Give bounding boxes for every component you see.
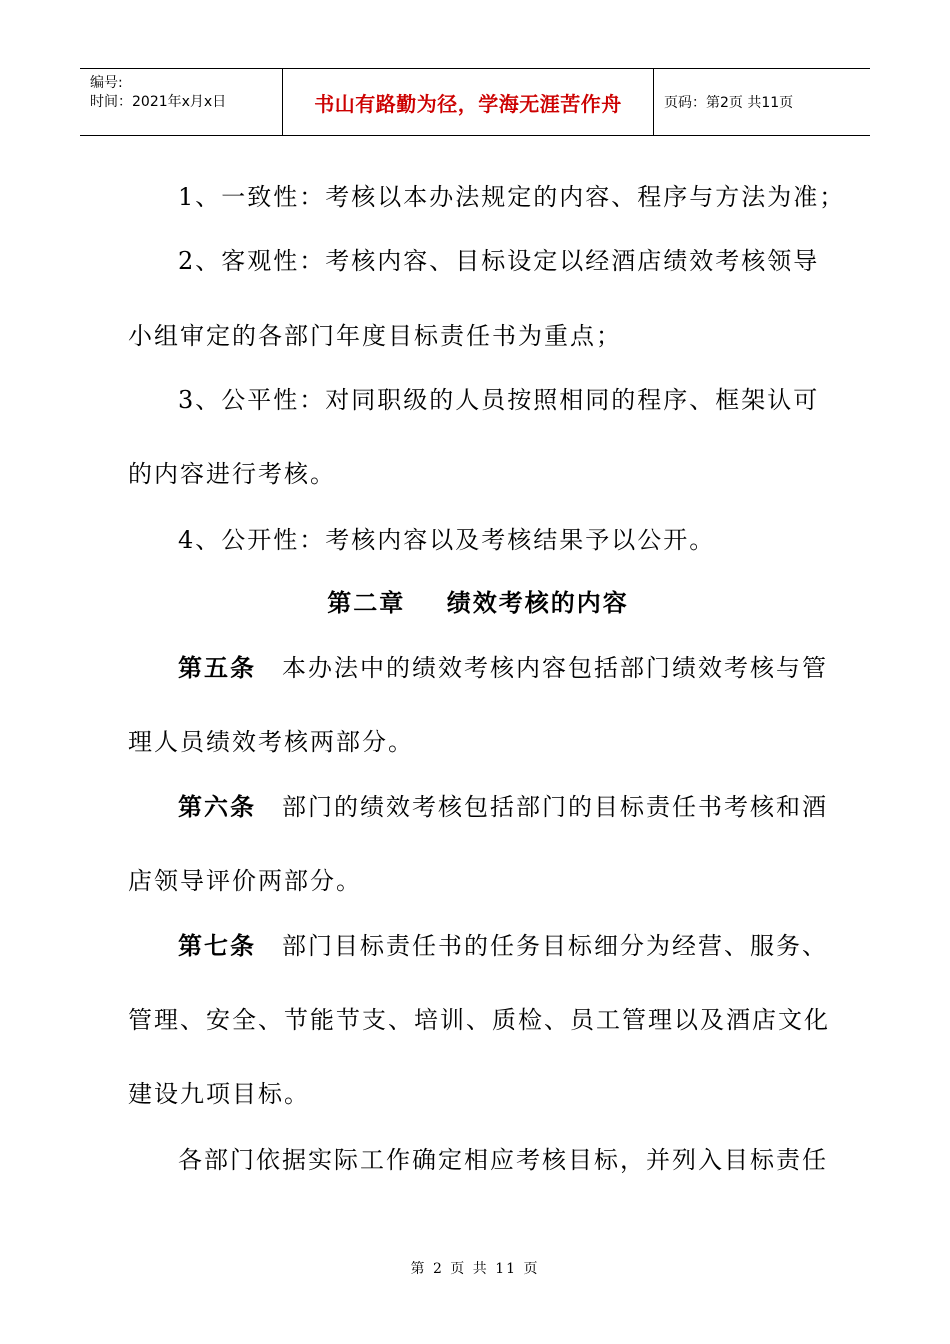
header-page-info: 页码：第2页 共11页: [664, 95, 794, 111]
paragraph-department-targets: 各部门依据实际工作确定相应考核目标，并列入目标责任: [178, 1146, 828, 1174]
paragraph-objectivity-line2: 小组审定的各部门年度目标责任书为重点；: [128, 322, 622, 350]
paragraph-openness: 4、公开性：考核内容以及考核结果予以公开。: [178, 526, 716, 554]
article-7-label: 第七条: [178, 932, 256, 960]
page-footer: 第 2 页 共 11 页: [410, 1261, 540, 1277]
article-6-line2: 店领导评价两部分。: [128, 867, 362, 895]
page-header: [80, 68, 870, 136]
article-5-line2: 理人员绩效考核两部分。: [128, 728, 414, 756]
document-time: 时间：2021年x月x日: [90, 94, 227, 110]
article-7-text: 部门目标责任书的任务目标细分为经营、服务、: [282, 932, 828, 960]
paragraph-fairness-line2: 的内容进行考核。: [128, 460, 336, 488]
article-7-line1: [178, 931, 878, 961]
paragraph-consistency: 1、一致性：考核以本办法规定的内容、程序与方法为准；: [178, 183, 846, 211]
paragraph-fairness-line1: 3、公平性：对同职级的人员按照相同的程序、框架认可: [178, 386, 820, 414]
header-motto: [283, 69, 654, 135]
article-5-label: 第五条: [178, 654, 256, 682]
article-7-line3: 建设九项目标。: [128, 1080, 310, 1108]
article-6-label: 第六条: [178, 793, 256, 821]
article-5-text: 本办法中的绩效考核内容包括部门绩效考核与管: [282, 654, 828, 682]
header-meta: [80, 69, 283, 135]
article-6-line1: [178, 792, 878, 822]
chapter-heading: 第二章 绩效考核的内容: [327, 589, 629, 617]
article-5-line1: [178, 653, 878, 683]
motto-text: 书山有路勤为径，学海无涯苦作舟: [314, 91, 622, 116]
paragraph-objectivity-line1: 2、客观性：考核内容、目标设定以经酒店绩效考核领导: [178, 247, 820, 275]
article-6-text: 部门的绩效考核包括部门的目标责任书考核和酒: [282, 793, 828, 821]
document-number: 编号:: [90, 75, 123, 91]
article-7-line2: 管理、安全、节能节支、培训、质检、员工管理以及酒店文化: [128, 1006, 830, 1034]
